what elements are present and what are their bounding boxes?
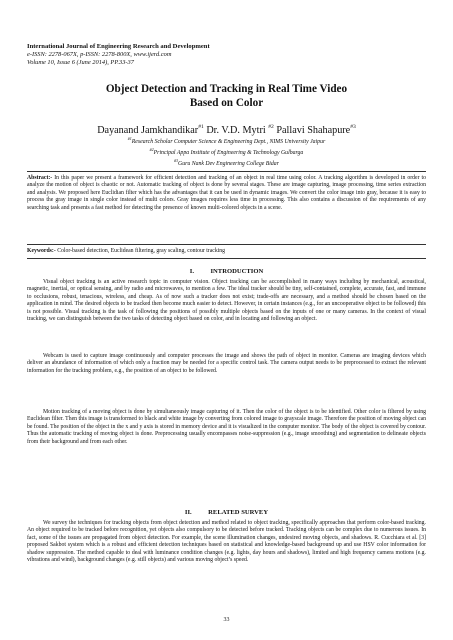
affiliation-1: [20, 135, 433, 146]
paper-title-line-2: Based on Color: [189, 97, 264, 109]
affiliation-2-text: Principal Appa Institute of Engineering & Technology Gulbarga: [153, 149, 304, 156]
abstract-label: Abstract:-: [27, 175, 53, 181]
keywords-bottom-rule: [27, 258, 426, 259]
abstract-top-rule: [27, 171, 426, 172]
intro-paragraph-1: Visual object tracking is an active research topic in computer vision. Object tracking can be accomplished in many ways including by mechanical, acoustical, magnetic, inertial, or optical sensing, and by radio and microwaves, to mention a few. The ideal tracker should be tiny, self-contained, complete, accurate, fast, and immune to occlusions, robust, tenacious, wireless, and cheap. As of now such a tracker does not exist; trade-offs are necessary, and a method should be chosen based on the application in mind. The desired objects to be tracked then become much easier to detect. However, in certain instances (e.g., for an uncooperative object to be followed) this is not possible. Visual tracking is the task of following the positions of possibly multiple objects based on the inputs of one or many cameras. In the context of visual tracking, we can distinguish between the two tasks of detecting object based on color, and in locating and following an object.: [27, 279, 426, 323]
journal-header: [27, 43, 427, 68]
author-1: Dayanand Jamkhandikar: [97, 125, 199, 136]
affiliation-2-mark: #2: [149, 146, 154, 152]
intro-paragraph-2: Webcam is used to capture image continuously and computer processes the image and shows the path of object in monitor. Cameras are imaging devices which deliver an abundance of information of which only a fraction may be needed for a specific control task. The camera output needs to be preprocessed to extract the relevant information for the tracking problem, e.g., the position of an object to be followed.: [27, 353, 426, 374]
affiliation-1-text: Research Scholar Computer Science & Engineering Dept., NIMS University Jaipur: [131, 138, 326, 145]
affiliation-1-mark: #1: [127, 136, 132, 141]
author-3: Pallavi Shahapure: [273, 125, 351, 136]
abstract-text: In this paper we present a framework for efficient detection and tracking of an object in real time using color. A tracking algorithm is developed in order to analyze the motion of object is chaotic or not. Automatic tracking of object is done by several stages. These are image capturing, image processing, time series extraction and analysis. We proposed here Euclidian filter which has the advantages that it can be used in dynamic images. We convert the color image into gray, because it is easy to process the gray image in single color instead of multi colors. Gray images requires less time in processing. This also contains a discussion of the requirements of any searching task and presents a fast method for detecting the presence of known multi-colored objects in a scene.: [27, 175, 426, 211]
keywords-label: Keywords:-: [27, 248, 56, 254]
keywords: [27, 248, 426, 255]
keywords-text: Color-based detection, Euclidean filtering, gray scaling, contour tracking: [55, 248, 226, 254]
paper-title-line-1: Object Detection and Tracking in Real Time Video: [105, 83, 348, 95]
author-2-mark: #2: [268, 124, 274, 130]
paper-title: [40, 82, 413, 110]
affiliation-2: [20, 146, 433, 157]
affiliation-3-text: Guru Nank Dev Engineering College Bidar: [178, 160, 279, 167]
affiliation-3: [20, 157, 433, 168]
affiliations: [20, 135, 433, 168]
author-2: Dr. V.D. Mytri: [203, 125, 269, 136]
journal-issn: e-ISSN: 2278-067X, p-ISSN: 2278-800X, www.ijerd.com: [27, 51, 172, 59]
abstract: [27, 175, 426, 212]
author-1-mark: #1: [198, 124, 204, 130]
journal-volume: Volume 10, Issue 6 (June 2014), PP.33-37: [27, 59, 134, 67]
affiliation-3-mark: #3: [174, 157, 179, 163]
page-number: 33: [223, 617, 230, 623]
author-3-mark: #3: [350, 124, 356, 130]
journal-name: International Journal of Engineering Research and Development: [27, 43, 210, 50]
abstract-bottom-rule: [27, 244, 426, 245]
intro-paragraph-3: Motion tracking of a moving object is done by simultaneously image capturing of it. Then the color of the object is to be identified. Other color is filtered by using Euclidean filter. Then this image is transformed to black and white image by converting from colored image to grayscale image. Therefore the position of moving object can be found. The position of the object in the x and y axis is stored in memory device and it is visualized in the computer monitor. The body of the object is covered by contour. Thus the automatic tracking of moving object is done. Preprocessing usually encompasses noise-suppression (e.g., image smoothing) and segmentation to delineate objects from their background and from each other.: [27, 409, 426, 445]
section-heading-introduction: I. INTRODUCTION: [189, 268, 264, 275]
survey-paragraph-1: We survey the techniques for tracking objects from object detection and method related to object tracking, specifically approaches that perform color-based tracking. An object required to be tracked before recognition, yet objects also compulsory to be detected before tracked. Tracking objects can be complex due to numerous issues. In fact, some of the issues are propagated from object detection. For example, the scene illumination changes, undesired moving objects, and shadows. R. Cucchiara et al. [3] proposed Sakbot system which is a robust and efficient detection techniques based on statistical and knowledge-based background up and use HSV color information for shadow suppression. The method capable to deal with luminance condition changes (e.g. lights, day hours and shadows), limited and high frequency camera motions (e.g. vibrations and wind), background changes (e.g. still objects) and various moving object’s speed.: [27, 520, 426, 564]
section-heading-related-survey: II. RELATED SURVEY: [184, 509, 269, 516]
